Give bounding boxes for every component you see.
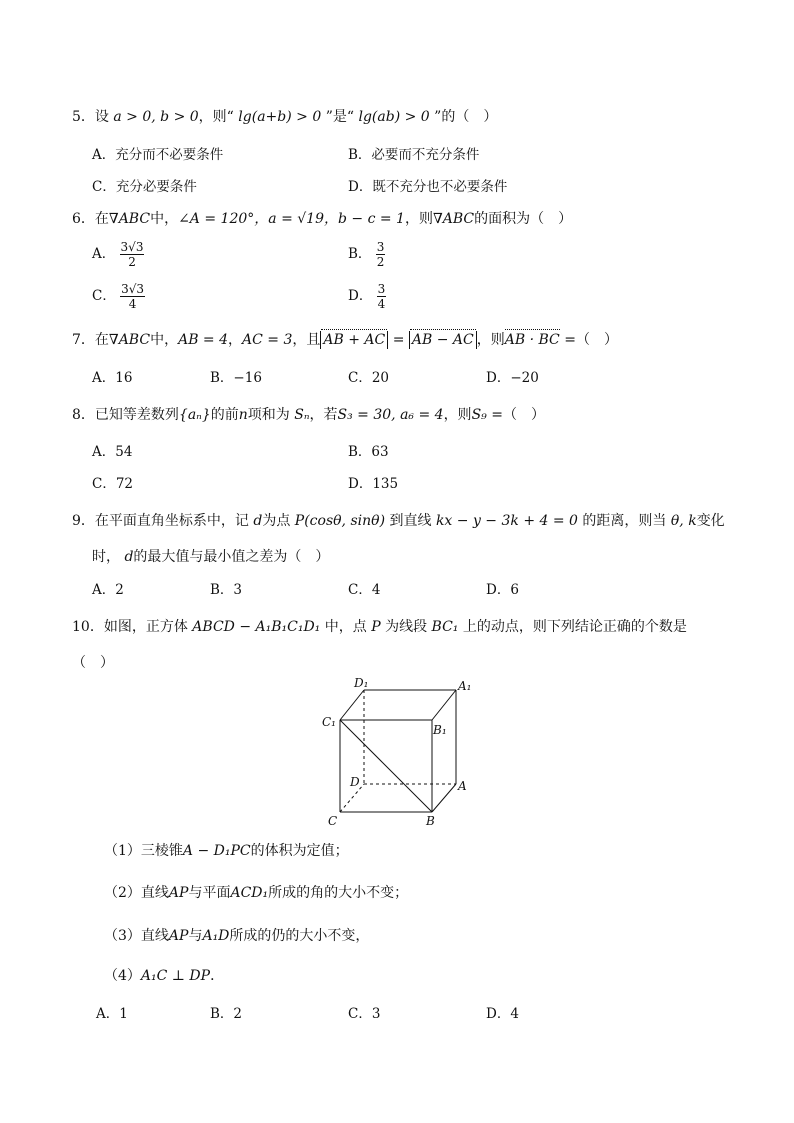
q5-option-d: D．既不充分也不必要条件 [348,179,508,195]
q5-option-c: C．充分必要条件 [92,179,197,195]
q5-number: 5． [72,109,95,125]
q10-statement-3: （3）直线AP与A₁D所成的仍的大小不变， [104,928,370,944]
vector-abs: AB − AC [409,331,477,349]
label-B1: B₁ [433,723,447,737]
label-A: A [458,779,467,793]
fraction: $\frac{3}{4}$ [377,282,386,311]
q7-option-b: B．−16 [210,370,262,386]
q10-stem: 10．如图，正方体 ABCD − A₁B₁C₁D₁ 中，点 P 为线段 BC₁ 上的动点，则下列结论正确的个数是 [72,619,687,635]
q10-option-a: A．1 [96,1006,128,1022]
q9-option-b: B．3 [210,582,243,598]
edge-B1-A1 [432,690,456,720]
q10-paren: （ ） [72,655,114,671]
fraction: $\frac{3√3}{4}$ [121,282,145,311]
label-D1: D₁ [354,676,369,690]
q6-number: 6． [72,211,95,227]
q8-option-b: B．63 [348,444,389,460]
q7-number: 7． [72,332,95,348]
q5-stem: 5．设 a > 0, b > 0，则“ lg(a+b) > 0 ”是“ lg(ab) > 0 ”的（ ） [72,109,498,125]
q7-stem: 7．在∇ABC中，AB = 4，AC = 3，且 AB + AC = AB − AC ，则AB · BC =（ ） [72,332,618,348]
q8-option-a: A．54 [92,444,133,460]
q10-statement-2: （2）直线AP与平面ACD₁所成的角的大小不变； [104,885,409,901]
q7-option-d: D．−20 [486,370,539,386]
label-C: C [328,814,338,828]
q10-statement-4: （4）A₁C ⊥ DP． [104,968,225,984]
cube-diagram [320,676,480,828]
q8-stem: 8．已知等差数列{aₙ}的前n项和为 Sₙ，若S₃ = 30, a₆ = 4，则S₉ =（ ） [72,407,545,423]
fraction: $\frac{3}{2}$ [376,240,385,269]
label-A1: A₁ [458,679,472,693]
q9-number: 9． [72,513,95,529]
q5-option-b: B．必要而不充分条件 [348,147,480,163]
q6-option-d: D． $\frac{3}{4}$ [348,282,386,311]
q6-stem: 6．在∇ABC中，∠A = 120°，a = √19，b − c = 1，则∇ABC的面积为（ ） [72,211,573,227]
q6-option-b: B． $\frac{3}{2}$ [348,240,385,269]
q10-option-d: D．4 [486,1006,519,1022]
q10-option-b: B．2 [210,1006,243,1022]
vector-abs: AB + AC [320,331,388,349]
q8-option-c: C．72 [92,476,134,492]
vector-dot: AB · BC [504,332,560,348]
label-C1: C₁ [322,715,336,729]
q9-option-c: C．4 [348,582,381,598]
q7-option-c: C．20 [348,370,390,386]
label-D: D [350,775,360,789]
q8-option-d: D．135 [348,476,399,492]
label-B: B [426,814,435,828]
q6-option-a: A． $\frac{3√3}{2}$ [92,240,144,269]
q9-stem: 9．在平面直角坐标系中，记 d为点 P(cosθ, sinθ) 到直线 kx − y − 3k + 4 = 0 的距离，则当 θ, k变化 [72,513,725,529]
q8-number: 8． [72,407,95,423]
q10-option-c: C．3 [348,1006,381,1022]
q9-stem-line2: 时， d的最大值与最小值之差为（ ） [92,549,330,565]
segment-BC1 [340,720,432,812]
q10-statement-1: （1）三棱锥A − D₁PC的体积为定值； [104,843,349,859]
fraction: $\frac{3√3}{2}$ [120,240,144,269]
q5-option-a: A．充分而不必要条件 [92,147,224,163]
edge-C1-D1 [340,690,364,720]
q9-option-d: D．6 [486,582,519,598]
q6-option-c: C． $\frac{3√3}{4}$ [92,282,145,311]
q10-number: 10． [72,619,104,635]
edge-B-A [432,784,456,812]
q9-option-a: A．2 [92,582,124,598]
q7-option-a: A．16 [92,370,133,386]
